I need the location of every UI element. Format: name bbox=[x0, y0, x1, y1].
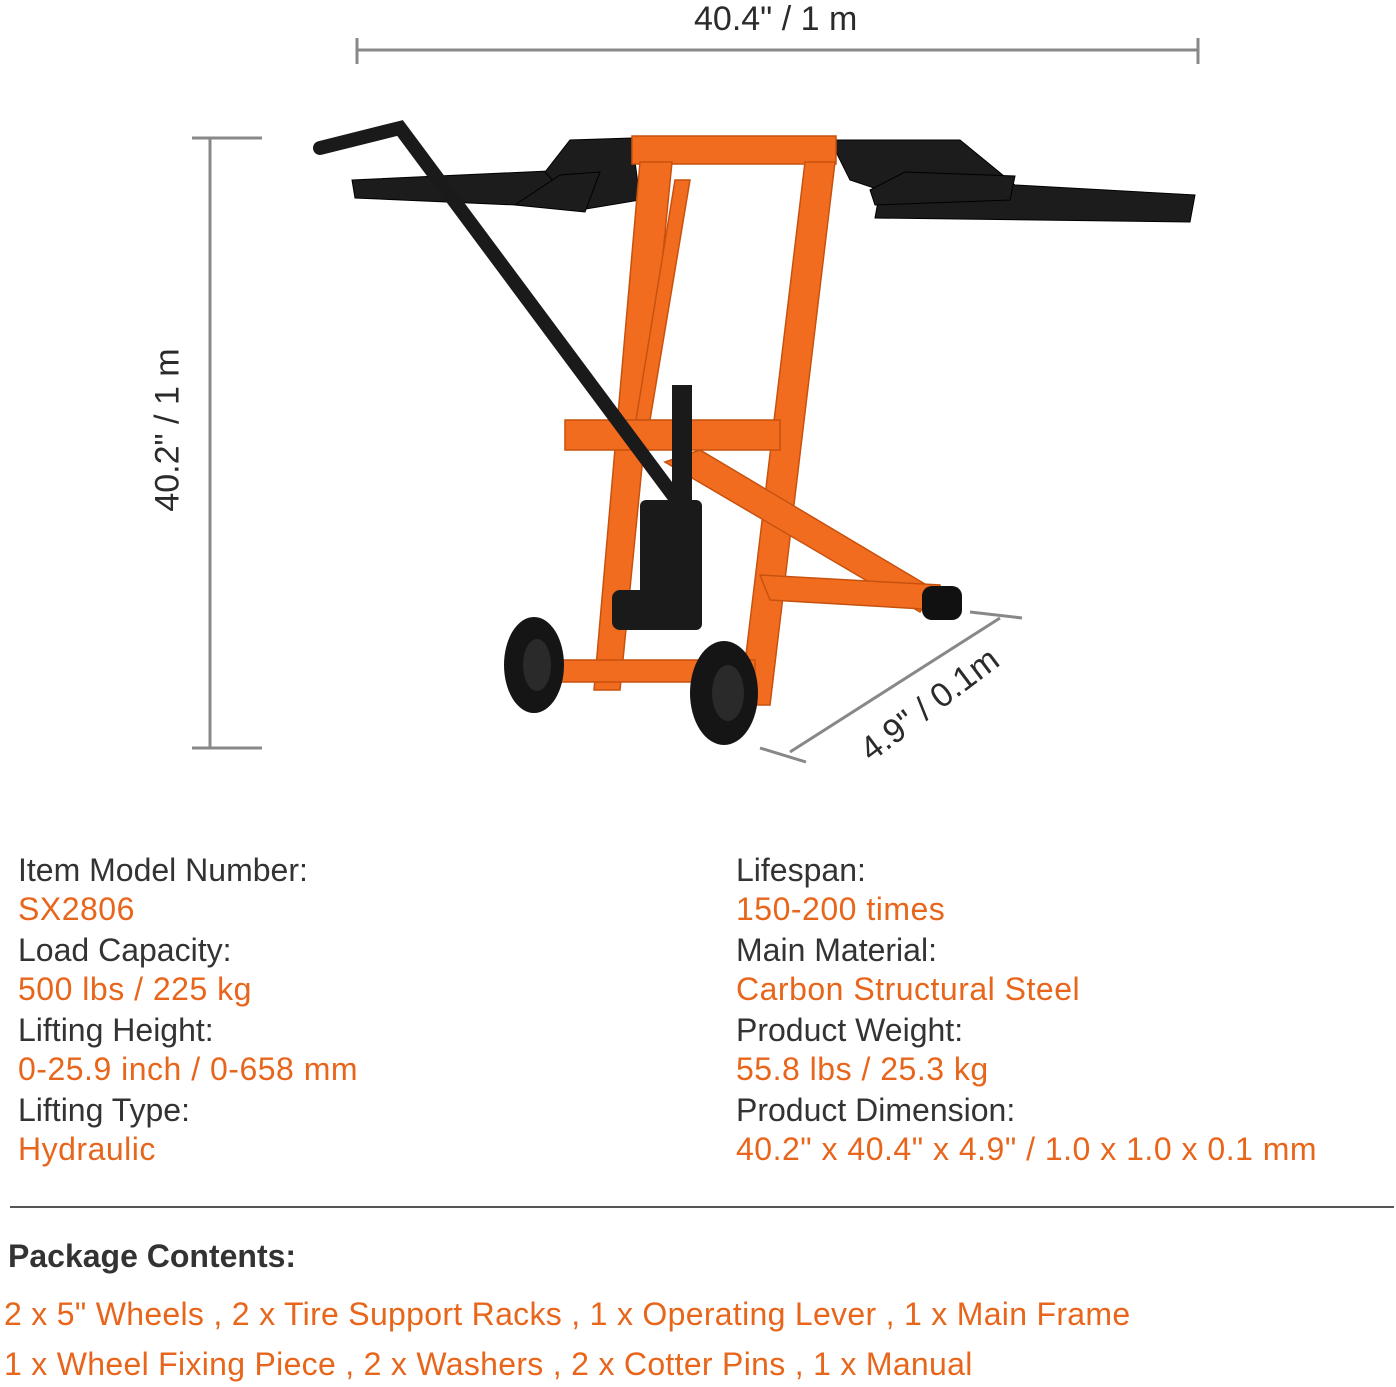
spec-value: 0-25.9 inch / 0-658 mm bbox=[18, 1051, 359, 1087]
width-dimension-line bbox=[357, 38, 1198, 64]
right-tire-rack bbox=[830, 140, 1195, 222]
height-label: 40.2" / 1 m bbox=[148, 348, 187, 512]
spec-value: Hydraulic bbox=[18, 1131, 156, 1167]
spec-label: Item Model Number: bbox=[18, 852, 308, 888]
package-line-1: 2 x 5" Wheels , 2 x Tire Support Racks , 1 x Operating Lever , 1 x Main Frame bbox=[4, 1296, 1131, 1332]
spec-label: Lifting Type: bbox=[18, 1092, 190, 1128]
spec-value: 40.2" x 40.4" x 4.9" / 1.0 x 1.0 x 0.1 mm bbox=[736, 1131, 1318, 1167]
spec-label: Lifespan: bbox=[736, 852, 866, 888]
spec-model bbox=[18, 850, 358, 928]
package-line-2: 1 x Wheel Fixing Piece , 2 x Washers , 2 x Cotter Pins , 1 x Manual bbox=[4, 1346, 973, 1382]
left-tire-rack bbox=[352, 138, 640, 212]
spec-label: Product Dimension: bbox=[736, 1092, 1016, 1128]
spec-value: Carbon Structural Steel bbox=[736, 971, 1081, 1007]
foot-stopper bbox=[922, 586, 962, 620]
spec-lifting-height bbox=[18, 1010, 358, 1088]
width-label: 40.4" / 1 m bbox=[694, 0, 858, 38]
spec-label: Main Material: bbox=[736, 932, 937, 968]
spec-product-weight bbox=[736, 1010, 1317, 1088]
section-divider bbox=[10, 1206, 1394, 1208]
spec-label: Lifting Height: bbox=[18, 1012, 214, 1048]
height-dimension-line bbox=[192, 138, 262, 748]
spec-value: 500 lbs / 225 kg bbox=[18, 971, 252, 1007]
specs-right-column bbox=[736, 850, 1317, 1170]
left-wheel bbox=[504, 617, 564, 713]
spec-label: Product Weight: bbox=[736, 1012, 964, 1048]
spec-label: Load Capacity: bbox=[18, 932, 232, 968]
spec-load-capacity bbox=[18, 930, 358, 1008]
depth-label: 4.9" / 0.1m bbox=[853, 640, 1007, 769]
spec-value: 150-200 times bbox=[736, 891, 946, 927]
specs-left-column bbox=[18, 850, 358, 1170]
spec-lifespan bbox=[736, 850, 1317, 928]
spec-product-dimension bbox=[736, 1090, 1317, 1168]
package-title: Package Contents: bbox=[8, 1238, 297, 1274]
right-wheel bbox=[690, 641, 758, 745]
spec-lifting-type bbox=[18, 1090, 358, 1168]
spec-value: SX2806 bbox=[18, 891, 135, 927]
spec-main-material bbox=[736, 930, 1317, 1008]
spec-value: 55.8 lbs / 25.3 kg bbox=[736, 1051, 989, 1087]
